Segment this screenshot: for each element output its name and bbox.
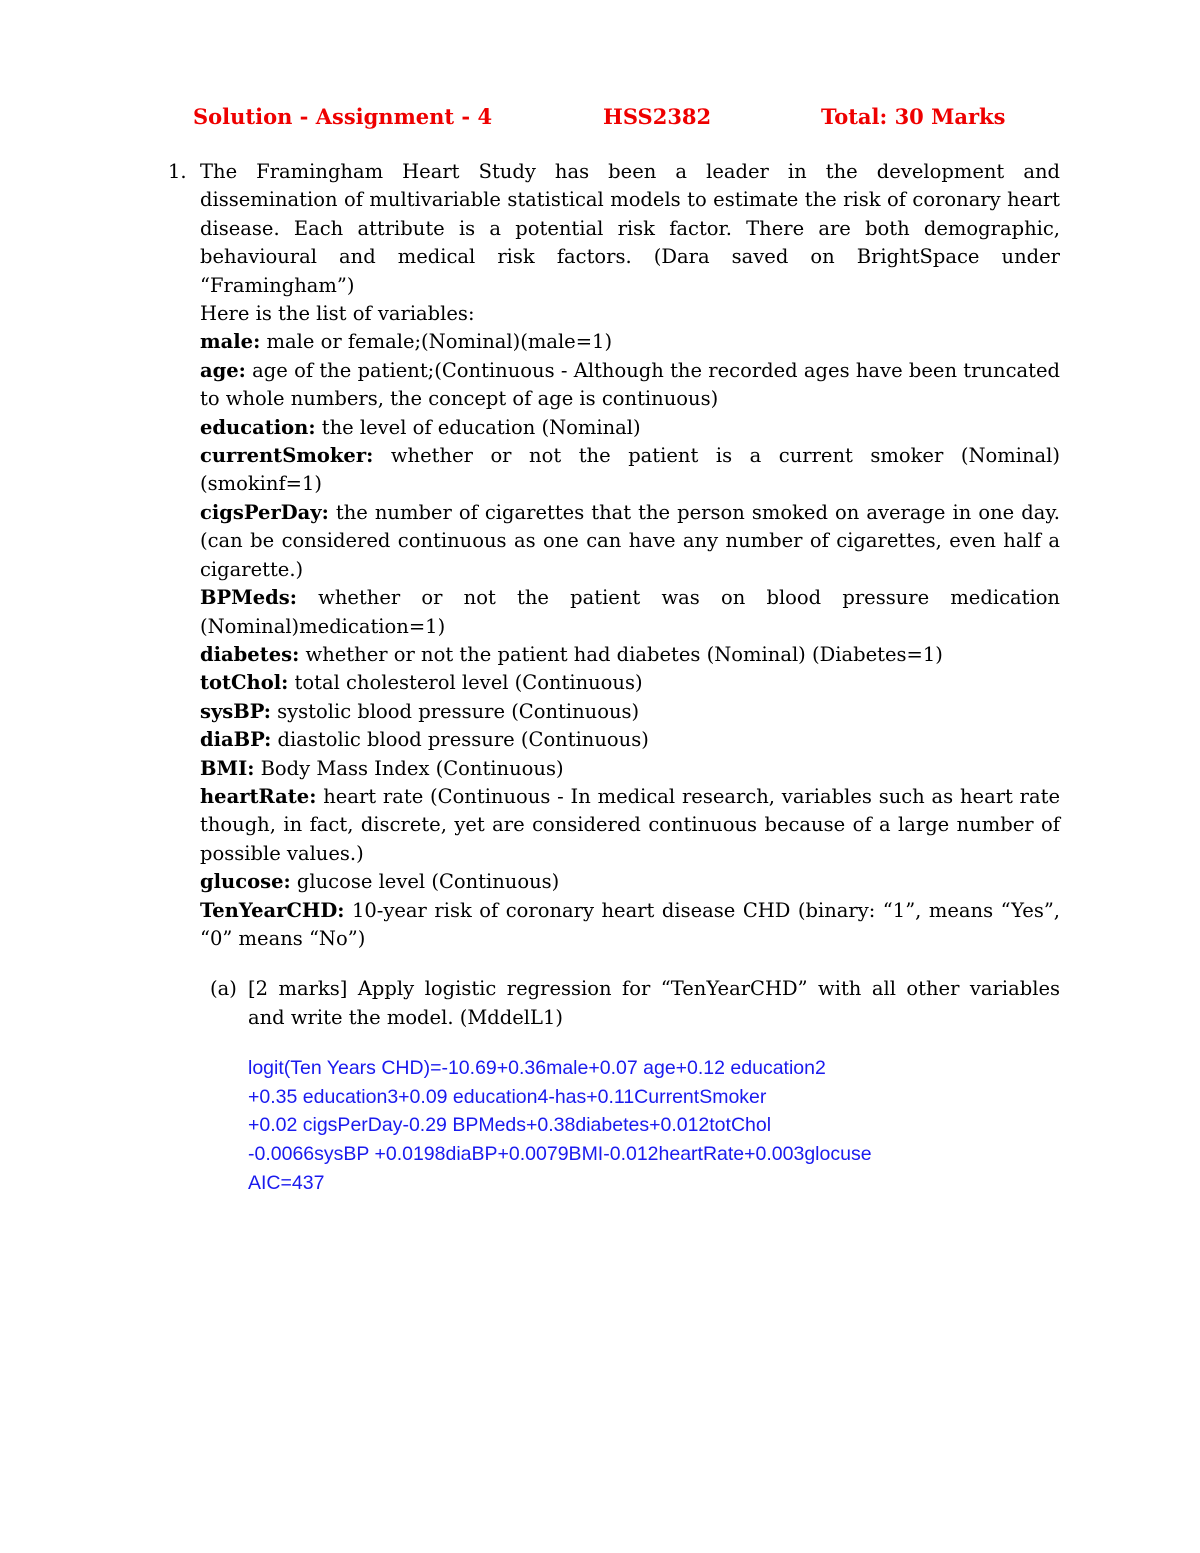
question-1 [168,158,1060,1197]
question-number: 1. [168,160,187,183]
variable-item [200,499,1060,584]
variable-item [200,783,1060,868]
variable-description: the level of education (Nominal) [321,415,641,439]
variable-name: totChol: [200,671,289,695]
answer-line: -0.0066sysBP +0.0198diaBP+0.0079BMI-0.012heartRate+0.003glocuse [248,1142,872,1165]
variable-item [200,897,1060,954]
variable-name: diaBP: [200,728,272,752]
header-title: Solution - Assignment - 4 [193,104,493,129]
variable-item [200,414,1060,442]
variable-description: heart rate (Continuous - In medical research, variables such as heart rate though, in fact, discrete, yet are considered continuous because of a large number of possible values.) [200,784,1061,865]
variable-description: the number of cigarettes that the person smoked on average in one day.(can be considered continuous as one can have any number of cigarettes, even half a cigarette.) [200,500,1060,581]
variable-name: male: [200,330,261,354]
variable-list [200,328,1060,953]
part-a-answer [248,1054,1060,1197]
variable-description: whether or not the patient is a current smoker (Nominal)(smokinf=1) [200,444,1061,496]
variable-name: currentSmoker: [200,444,374,468]
variable-name: cigsPerDay: [200,500,329,524]
variable-item [200,357,1060,414]
variable-item [200,584,1060,641]
variable-description: diastolic blood pressure (Continuous) [277,728,649,752]
variable-description: glucose level (Continuous) [296,870,560,894]
question-body [200,158,1060,1197]
question-intro: The Framingham Heart Study has been a leader in the development and dissemination of multivariable statistical models to estimate the risk of coronary heart disease. Each attribute is a potential risk factor. There are both demographic, behavioural and medical risk factors. (Dara saved on BrightSpace under “Framingham”) [200,160,1060,297]
variable-description: total cholesterol level (Continuous) [294,671,643,695]
header-course-code: HSS2382 [603,104,712,129]
variable-item [200,868,1060,896]
variable-description: male or female;(Nominal)(male=1) [266,330,613,354]
variable-description: whether or not the patient was on blood pressure medication (Nominal)medication=1) [200,586,1060,638]
variable-item [200,328,1060,356]
variable-name: heartRate: [200,784,317,808]
variable-name: BMI: [200,756,255,780]
variable-name: sysBP: [200,699,271,723]
variable-description: whether or not the patient had diabetes (Nominal) (Diabetes=1) [305,642,943,666]
answer-line: logit(Ten Years CHD)=-10.69+0.36male+0.07 age+0.12 education2 [248,1057,826,1080]
answer-line: +0.02 cigsPerDay-0.29 BPMeds+0.38diabetes+0.012totChol [248,1114,772,1137]
page-header [0,104,1200,134]
part-a [200,975,1060,1197]
variable-item [200,442,1060,499]
variable-item [200,755,1060,783]
part-a-text: [2 marks] Apply logistic regression for “TenYearCHD” with all other variables and write the model. (MddelL1) [248,977,1060,1029]
header-total-marks: Total: 30 Marks [821,104,1006,129]
variable-description: 10-year risk of coronary heart disease CHD (binary: “1”, means “Yes”, “0” means “No”) [200,898,1060,950]
variable-description: age of the patient;(Continuous - Although the recorded ages have been truncated to whole numbers, the concept of age is continuous) [200,358,1060,411]
part-a-label: (a) [210,977,237,1001]
answer-line: +0.35 education3+0.09 education4-has+0.11CurrentSmoker [248,1085,767,1108]
answer-line: AIC=437 [248,1171,325,1194]
variable-description: Body Mass Index (Continuous) [260,756,564,780]
variable-item [200,726,1060,754]
variable-item [200,669,1060,697]
variable-name: TenYearCHD: [200,898,345,922]
variable-item [200,641,1060,669]
variable-description: systolic blood pressure (Continuous) [277,699,640,723]
variable-list-intro: Here is the list of variables: [200,302,475,326]
variable-name: age: [200,358,246,382]
variable-name: glucose: [200,870,291,894]
variable-name: education: [200,415,316,439]
variable-name: diabetes: [200,642,300,666]
variable-name: BPMeds: [200,586,297,610]
variable-item [200,698,1060,726]
